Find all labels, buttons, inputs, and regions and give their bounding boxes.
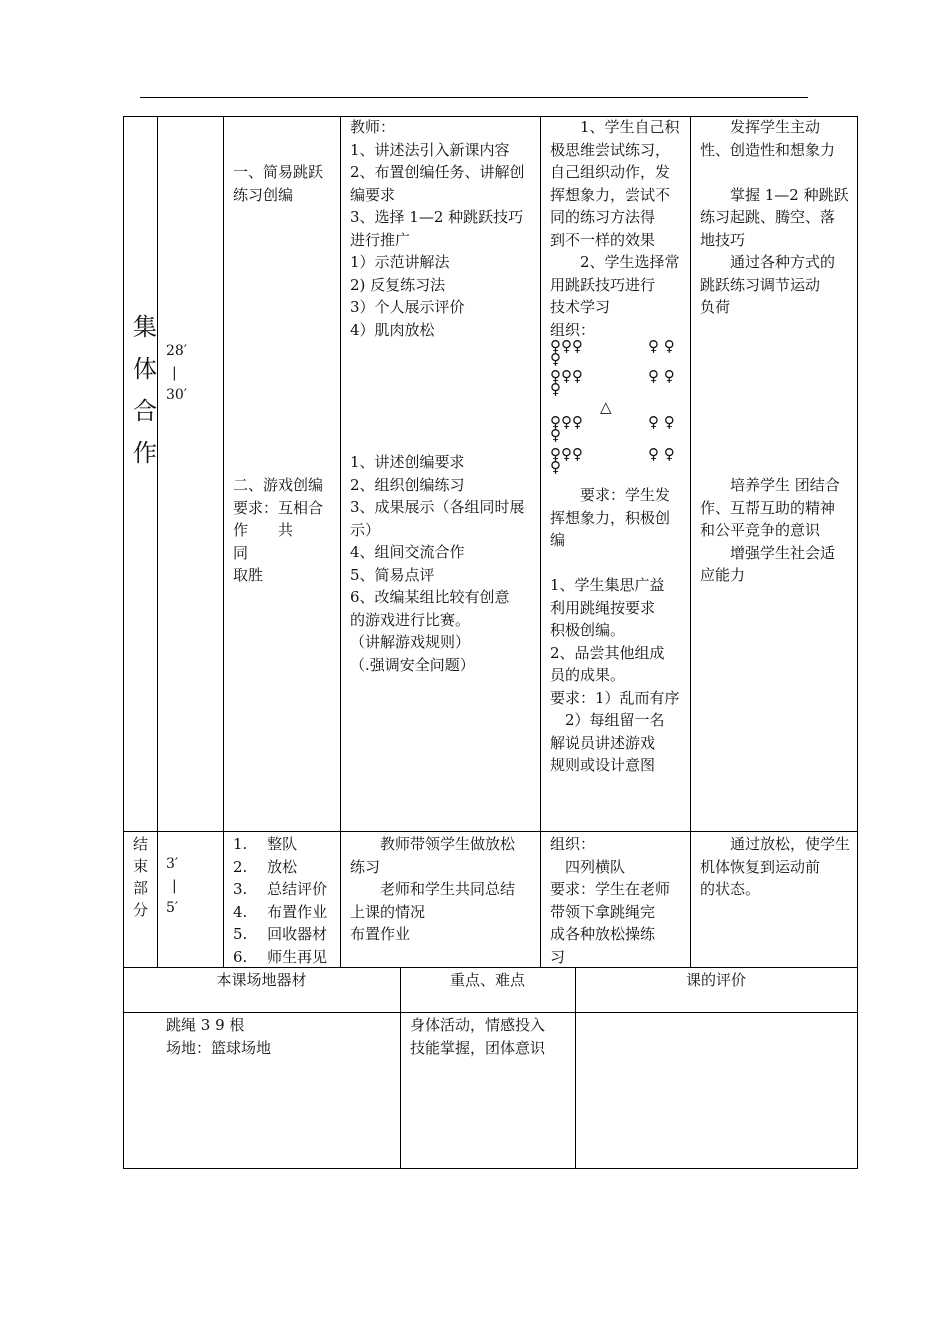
time-start: 28′ [166,343,187,359]
formation-left: ♀♀♀ [550,367,583,385]
formation-right: ♀ ♀ [648,413,675,431]
header-key-points: 重点、难点 [449,971,525,989]
list-item: 1. 整队 [233,835,298,853]
formation-left: ♀♀♀ [550,413,583,431]
formation-left: ♀ [550,458,561,476]
formation-left: ♀♀♀ [550,445,583,463]
list-item: 4. 布置作业 [233,902,328,921]
formation-left: ♀ [550,426,561,444]
list-item: 5. 回收器材 [233,925,328,943]
label-char: 集 [133,313,157,341]
label-char: 作 [133,439,157,467]
time-end: 5′ [166,900,179,916]
student-activity-2: 要求：学生发 挥想象力，积极创 编 1、学生集思广益 利用跳绳按要求 积极创编。 2、品尝其他组成 员的成果。 要求：1）乱而有序 2）每组留一名 解说员讲述游戏 规则或设计意图 [550,486,680,774]
list-item: 3. 总结评价 [233,880,328,898]
list-item: 2. 放松 [233,857,298,876]
formation-right: ♀ ♀ [648,367,675,385]
teacher-position-icon: △ [600,398,612,416]
teacher-activity-ending: 教师带领学生做放松 练习 老师和学生共同总结 上课的情况 布置作业 [350,835,516,943]
time-sep: | [172,365,177,381]
content-jump-practice: 一、简易跳跃 练习创编 [233,163,324,204]
teacher-activity-1: 教师： 1、讲述法引入新课内容 2、布置创编任务、讲解创 编要求 3、选择 1—2 种跳跃技巧 进行推广 1）示范讲解法 2) 反复练习法 3）个人展示评价 4）肌肉放松 [350,118,525,339]
label-char: 体 [133,355,157,383]
header-evaluation: 课的评价 [685,971,746,989]
formation-left: ♀♀♀ [550,337,583,355]
formation-right: ♀ ♀ [648,445,675,463]
list-item: 6. 师生再见 [233,947,328,966]
formation-left: ♀ [550,380,561,398]
header-rule [140,97,808,98]
section2-label: 结 束 部 分 [133,835,149,919]
goal-ending: 通过放松，使学生 机体恢复到运动前 的状态。 [700,835,851,898]
equipment-list: 跳绳 3 9 根 场地：篮球场地 [166,1016,272,1057]
formation-left: ♀ [550,350,561,368]
goal-1: 发挥学生主动 性、创造性和想象力 掌握 1—2 种跳跃 练习起跳、腾空、落 地技巧 通过各种方式的 跳跃练习调节运动 负荷 [700,118,849,316]
time-start: 3′ [166,856,179,872]
label-char: 合 [133,397,157,425]
content-game-design: 二、游戏创编 要求：互相合 作 共 同 取胜 [233,476,324,584]
time-sep: | [172,878,177,894]
student-activity-1: 1、学生自己积 极思维尝试练习， 自己组织动作，发 挥想象力，尝试不 同的练习方法得 到不一样的效果 2、学生选择常 用跳跃技巧进行 技术学习 组织： [550,118,680,339]
teacher-activity-2: 1、讲述创编要求 2、组织创编练习 3、成果展示（各组同时展 示） 4、组间交流合作 5、简易点评 6、改编某组比较有创意 的游戏进行比赛。 （讲解游戏规则） （.强调安全问题） [350,453,525,674]
goal-2: 培养学生 团结合 作、互帮互助的精神 和公平竞争的意识 增强学生社会适 应能力 [700,476,840,584]
student-activity-ending: 组织： 四列横队 要求：学生在老师 带领下拿跳绳完 成各种放松操练 习 [550,835,671,966]
key-points: 身体活动，情感投入 技能掌握，团体意识 [410,1016,546,1057]
header-equipment: 本课场地器材 [216,971,307,989]
formation-right: ♀ ♀ [648,337,675,355]
time-end: 30′ [166,387,187,403]
